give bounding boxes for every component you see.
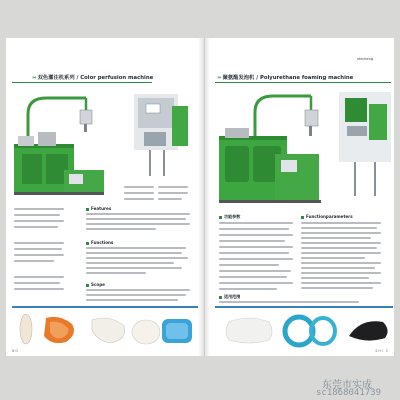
text-line — [301, 252, 381, 254]
text-line — [301, 272, 381, 274]
text-line — [301, 282, 381, 284]
bullet-icon — [301, 216, 304, 219]
right-page-footer: SHI C — [375, 349, 389, 353]
text-line — [301, 267, 375, 269]
text-line — [219, 228, 289, 230]
text-line — [86, 247, 186, 249]
text-line — [301, 232, 381, 234]
text-line — [219, 258, 293, 260]
bullet-icon — [219, 296, 222, 299]
text-line — [86, 267, 182, 269]
brochure-spread — [6, 38, 394, 356]
right-title-rule — [215, 82, 391, 83]
text-line — [14, 282, 60, 284]
text-line — [86, 228, 156, 230]
bullet-icon — [86, 284, 89, 287]
foaming-machine-closeup-photo — [333, 84, 394, 210]
text-line — [86, 218, 186, 220]
text-line — [14, 276, 64, 278]
text-line — [301, 237, 371, 239]
polyurethane-foaming-machine-photo — [215, 84, 325, 210]
spec-line — [124, 192, 154, 194]
text-line — [301, 227, 377, 229]
text-line — [86, 272, 146, 274]
text-line — [219, 222, 293, 224]
text-line — [301, 257, 365, 259]
text-line — [301, 262, 381, 264]
spec-line — [124, 198, 154, 200]
spec-line — [158, 192, 188, 194]
bullet-icon — [219, 216, 222, 219]
perfusion-machine-closeup-photo — [124, 84, 202, 184]
text-line — [86, 223, 190, 225]
text-line — [86, 289, 190, 291]
text-line — [14, 226, 58, 228]
text-line — [219, 252, 289, 254]
text-line — [219, 282, 293, 284]
text-line — [86, 252, 182, 254]
text-line — [219, 276, 287, 278]
text-line — [301, 277, 369, 279]
text-line — [86, 299, 178, 301]
features-heading: Features — [86, 206, 111, 211]
text-line — [14, 220, 64, 222]
text-line — [14, 288, 64, 290]
spec-line — [124, 186, 154, 188]
spec-line — [158, 186, 188, 188]
text-line — [219, 246, 293, 248]
text-line — [86, 213, 190, 215]
color-perfusion-machine-photo — [6, 84, 106, 202]
text-line — [301, 287, 373, 289]
text-line — [301, 242, 381, 244]
left-title-rule — [12, 82, 152, 83]
text-line — [86, 262, 174, 264]
title-arrows-icon: ››› — [32, 75, 36, 81]
text-line — [14, 208, 64, 210]
product-band — [12, 306, 198, 308]
watermark-id: sc1868041739 — [316, 388, 382, 398]
title-arrows-icon: ››› — [217, 75, 221, 81]
foamed-products-photo — [215, 310, 393, 348]
text-line — [219, 240, 285, 242]
left-page — [6, 38, 204, 356]
page-fold-shadow — [198, 38, 210, 356]
bullet-icon — [86, 242, 89, 245]
product-samples-photo — [12, 310, 198, 348]
brand-text: shicheng — [357, 57, 374, 61]
spec-line — [158, 198, 182, 200]
text-line — [14, 214, 60, 216]
scope-cn-heading: 适用范围 — [219, 294, 240, 300]
text-line — [219, 288, 277, 290]
text-line — [219, 301, 359, 303]
product-band — [215, 306, 393, 308]
text-line — [219, 270, 291, 272]
text-line — [86, 257, 188, 259]
text-line — [14, 254, 64, 256]
function-parameters-heading: Functionparameters — [301, 214, 353, 219]
left-page-title: ››› 双色灌注机系列 / Color perfusion machine — [32, 75, 154, 81]
watermark-cn: 东莞市实成 — [322, 380, 372, 391]
right-page-title: ››› 聚氨酯发泡机 / Polyurethane foaming machine — [217, 75, 354, 81]
left-page-footer: NG — [12, 349, 19, 353]
text-line — [219, 234, 293, 236]
bullet-icon — [86, 208, 89, 211]
text-line — [301, 222, 381, 224]
functions-heading: Functions — [86, 240, 113, 245]
scope-heading: Scope — [86, 282, 105, 287]
text-line — [301, 247, 377, 249]
text-line — [14, 260, 54, 262]
right-page — [204, 38, 394, 356]
text-line — [86, 294, 186, 296]
text-line — [219, 264, 279, 266]
text-line — [14, 248, 62, 250]
text-line — [14, 242, 64, 244]
features-cn-heading: 功能参数 — [219, 214, 240, 220]
